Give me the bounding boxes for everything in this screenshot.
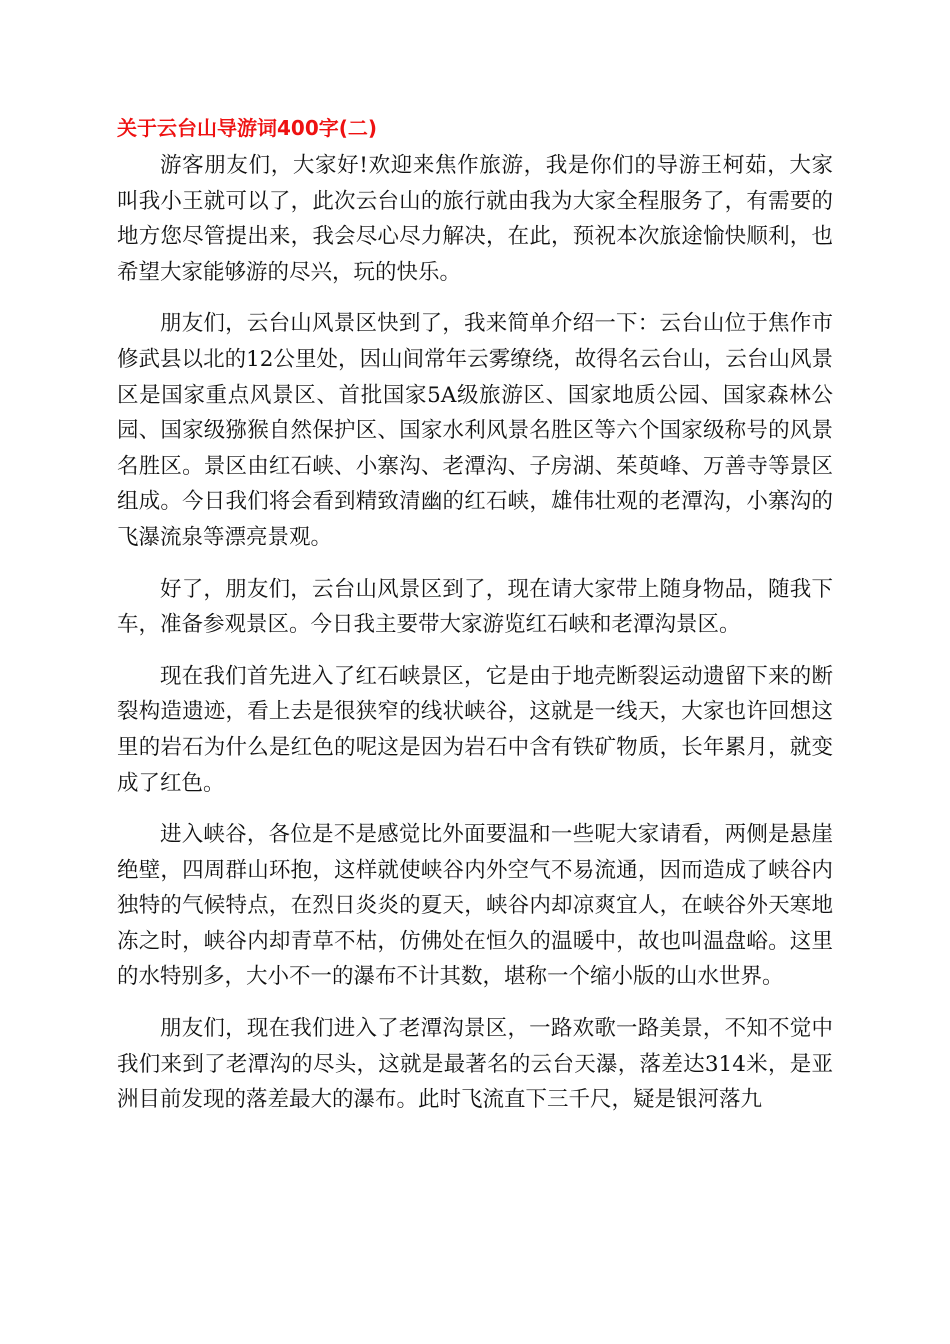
- paragraph-arrival: 好了，朋友们，云台山风景区到了，现在请大家带上随身物品，随我下车，准备参观景区。今日我主要带大家游览红石峡和老潭沟景区。: [117, 576, 833, 638]
- document-body: [117, 112, 833, 1134]
- paragraph-greeting: 游客朋友们，大家好!欢迎来焦作旅游，我是你们的导游王柯茹，大家叫我小王就可以了，此次云台山的旅行就由我为大家全程服务了，有需要的地方您尽管提出来，我会尽心尽力解决，在此，预祝本次旅途愉快顺利，也希望大家能够游的尽兴，玩的快乐。: [117, 153, 833, 285]
- paragraph-gorge-climate: 进入峡谷，各位是不是感觉比外面要温和一些呢大家请看，两侧是悬崖绝壁，四周群山环抱，这样就使峡谷内外空气不易流通，因而造成了峡谷内独特的气候特点，在烈日炎炎的夏天，峡谷内却凉爽宜人，在峡谷外天寒地冻之时，峡谷内却青草不枯，仿佛处在恒久的温暖中，故也叫温盘峪。这里的水特别多，大小不一的瀑布不计其数，堪称一个缩小版的山水世界。: [117, 822, 833, 990]
- paragraph-red-stone-gorge: 现在我们首先进入了红石峡景区，它是由于地壳断裂运动遗留下来的断裂构造遗迹，看上去是很狭窄的线状峡谷，这就是一线天，大家也许回想这里的岩石为什么是红色的呢这是因为岩石中含有铁矿物质，长年累月，就变成了红色。: [117, 663, 833, 796]
- document-title: 关于云台山导游词400字(二): [117, 116, 378, 140]
- paragraph-laotan-gully: 朋友们，现在我们进入了老潭沟景区，一路欢歌一路美景，不知不觉中我们来到了老潭沟的尽头，这就是最著名的云台天瀑，落差达314米，是亚洲目前发现的落差最大的瀑布。此时飞流直下三千尺，疑是银河落九: [117, 1016, 833, 1113]
- paragraph-introduction: 朋友们，云台山风景区快到了，我来简单介绍一下：云台山位于焦作市修武县以北的12公里处，因山间常年云雾缭绕，故得名云台山，云台山风景区是国家重点风景区、首批国家5A级旅游区、国家地质公园、国家森林公园、国家级猕猴自然保护区、国家水利风景名胜区等六个国家级称号的风景名胜区。景区由红石峡、小寨沟、老潭沟、子房湖、茱萸峰、万善寺等景区组成。今日我们将会看到精致清幽的红石峡，雄伟壮观的老潭沟，小寨沟的飞瀑流泉等漂亮景观。: [117, 311, 833, 550]
